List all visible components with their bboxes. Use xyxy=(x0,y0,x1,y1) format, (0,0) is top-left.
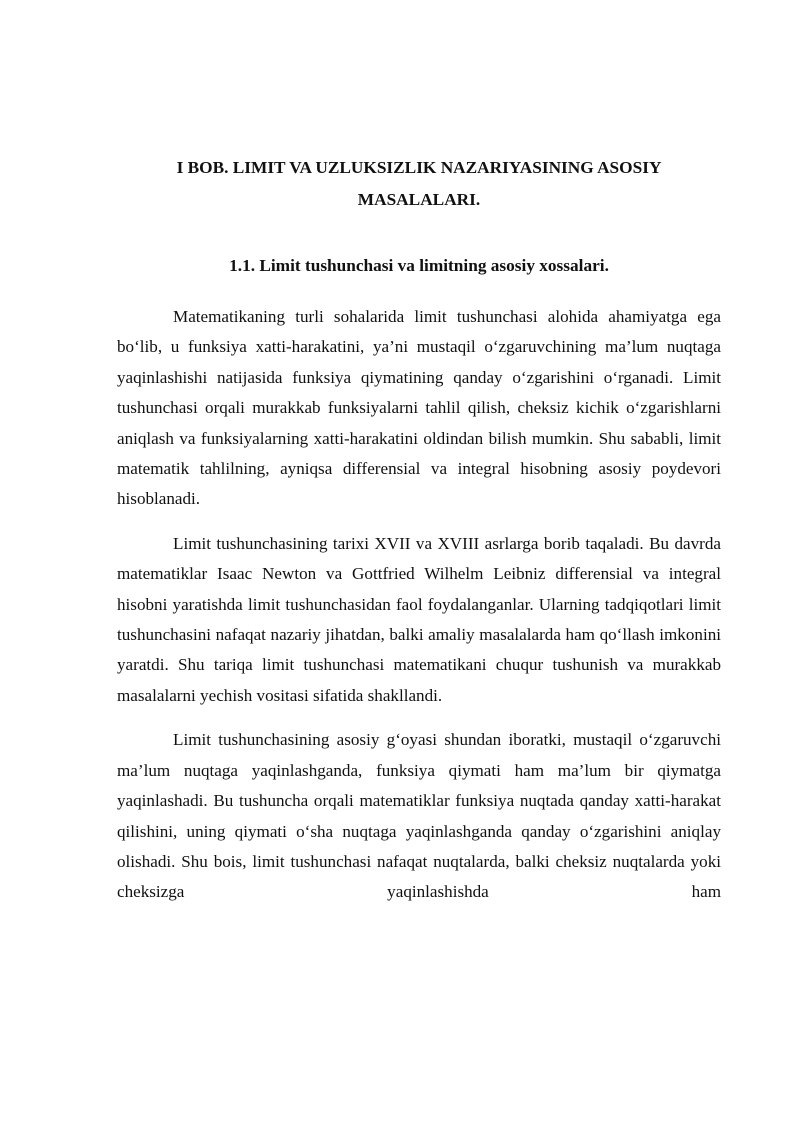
chapter-title xyxy=(117,152,721,216)
body-text xyxy=(117,302,721,922)
chapter-title-line-1: I BOB. LIMIT VA UZLUKSIZLIK NAZARIYASINING ASOSIY xyxy=(176,158,662,177)
paragraph: Limit tushunchasining asosiy g‘oyasi shundan iboratki, mustaqil o‘zgaruvchi ma’lum nuqtaga yaqinlashganda, funksiya qiymati ham ma’lum bir qiymatga yaqinlashadi. Bu tushuncha orqali matematiklar funksiya nuqtada qanday xatti-harakat qilishini, uning qiymati o‘sha nuqtaga yaqinlashganda qanday o‘zgarishini aniqlay olishadi. Shu bois, limit tushunchasi nafaqat nuqtalarda, balki cheksiz nuqtalarda yoki cheksizga yaqinlashishda ham xyxy=(117,730,721,902)
section-title: 1.1. Limit tushunchasi va limitning asosiy xossalari. xyxy=(229,256,609,275)
paragraph: Limit tushunchasining tarixi XVII va XVIII asrlarga borib taqaladi. Bu davrda matematiklar Isaac Newton va Gottfried Wilhelm Leibniz differensial va integral hisobni yaratishda limit tushunchasidan faol foydalanganlar. Ularning tadqiqotlari limit tushunchasini nafaqat nazariy jihatdan, balki amaliy masalalarda ham qo‘llash imkonini yaratdi. Shu tariqa limit tushunchasi matematikani chuqur tushunish va murakkab masalalarni yechish vositasi sifatida shakllandi. xyxy=(117,533,721,705)
chapter-title-line-2: MASALALARI. xyxy=(357,190,481,209)
paragraph: Matematikaning turli sohalarida limit tushunchasi alohida ahamiyatga ega bo‘lib, u funksiya xatti-harakatini, ya’ni mustaqil o‘zgaruvchining ma’lum nuqtaga yaqinlashishi natijasida funksiya qiymatining qanday o‘zgarishini o‘rganadi. Limit tushunchasi orqali murakkab funksiyalarni tahlil qilish, cheksiz kichik o‘zgarishlarni aniqlash va funksiyalarning xatti-harakatini oldindan bilish mumkin. Shu sababli, limit matematik tahlilning, ayniqsa differensial va integral hisobning asosiy poydevori hisoblanadi. xyxy=(117,307,721,509)
